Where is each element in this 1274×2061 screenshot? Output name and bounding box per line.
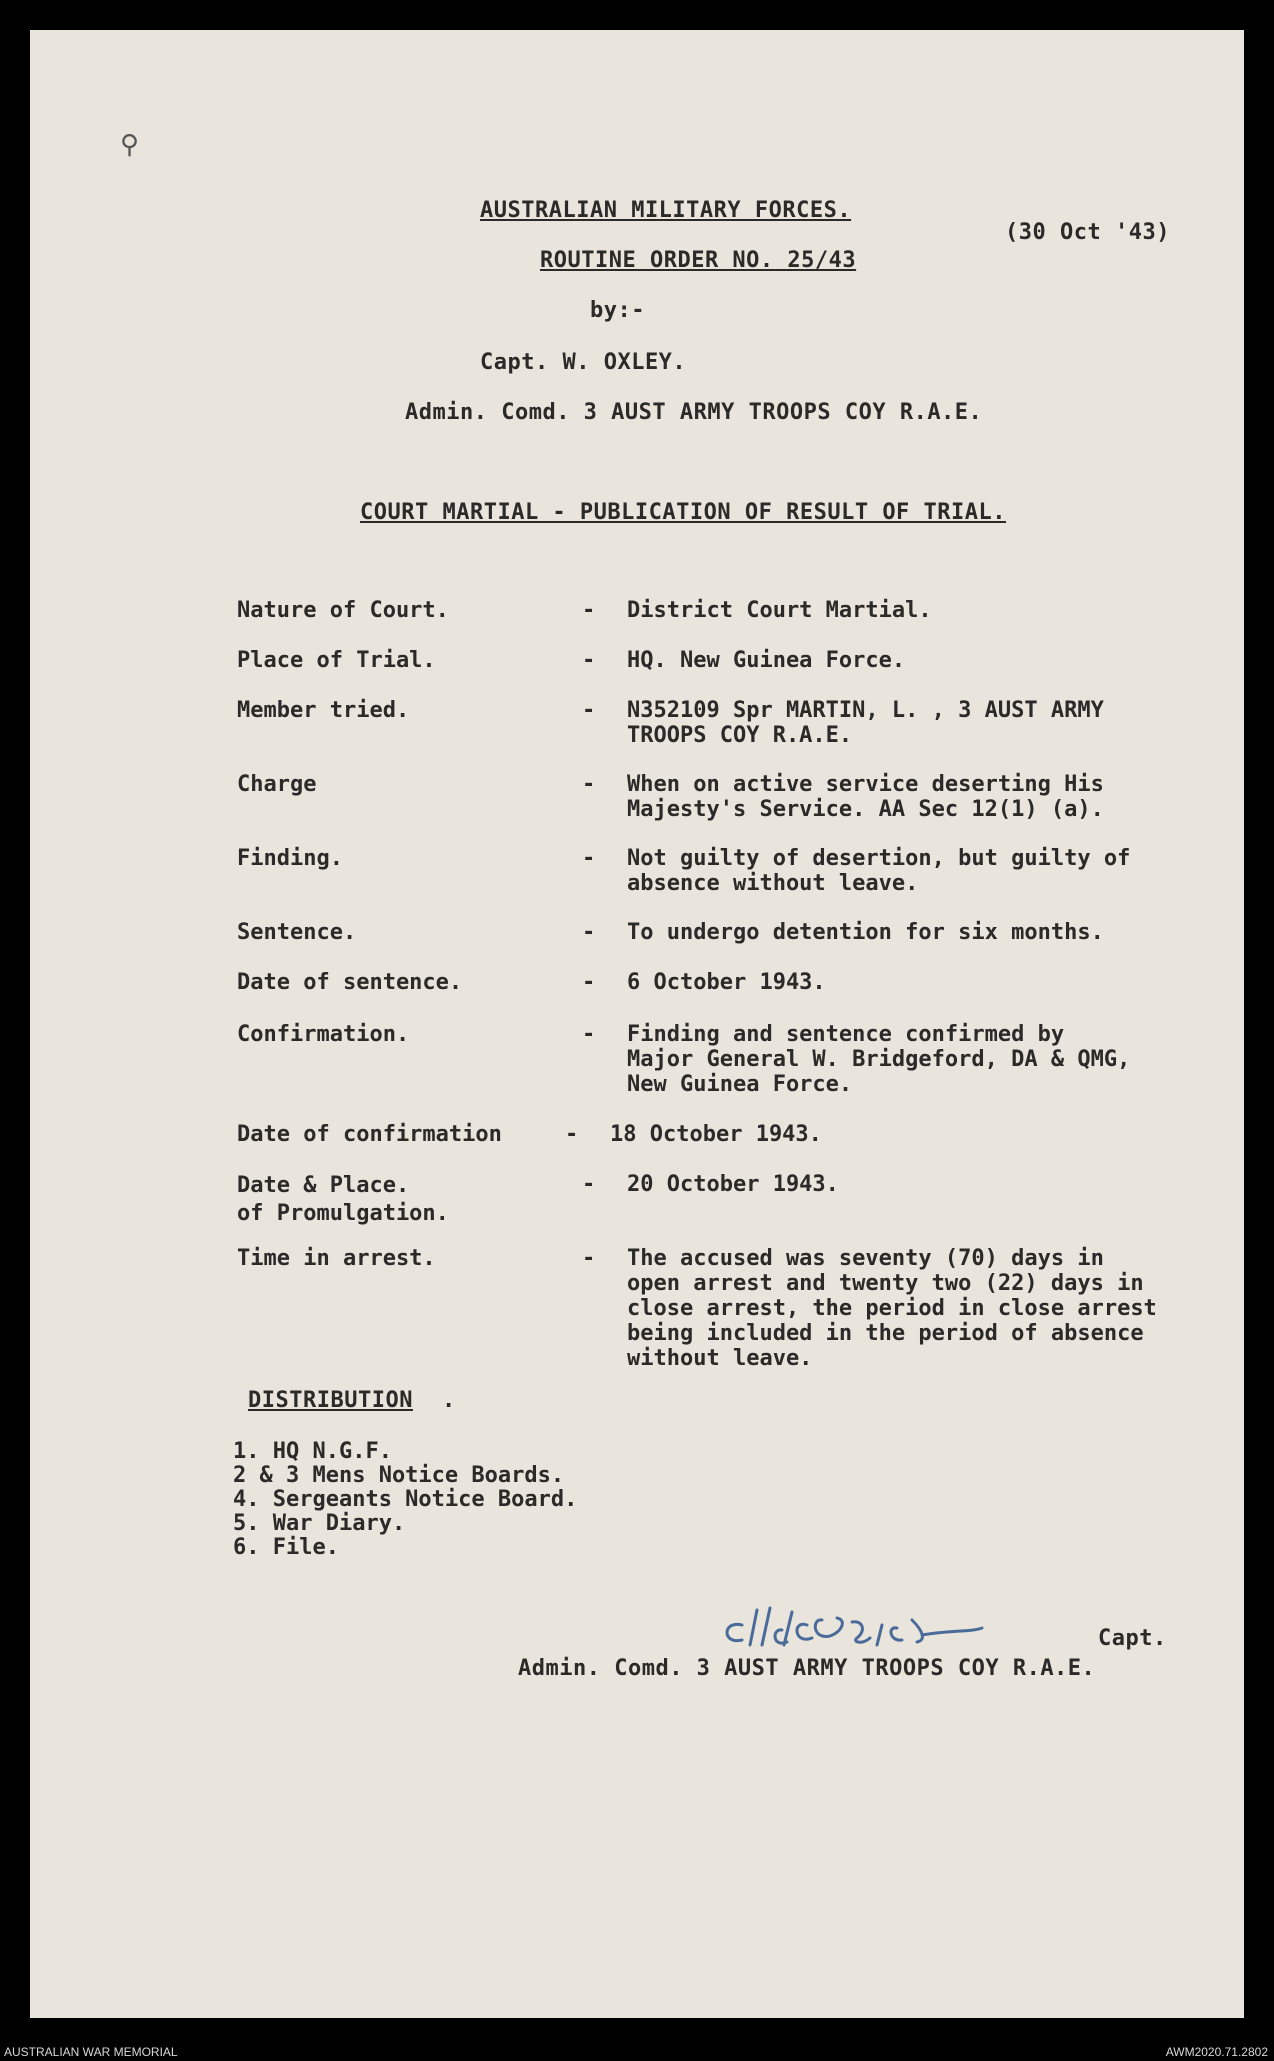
row-value: 18 October 1943.: [610, 1122, 822, 1147]
distribution-item: 2 & 3 Mens Notice Boards.: [233, 1463, 565, 1488]
order-date: (30 Oct '43): [1005, 220, 1170, 245]
org-heading: AUSTRALIAN MILITARY FORCES.: [480, 198, 852, 223]
row-label: Sentence.: [237, 920, 357, 945]
row-value: 6 October 1943.: [627, 970, 826, 995]
issuing-officer: Capt. W. OXLEY.: [480, 350, 687, 375]
section-title: COURT MARTIAL - PUBLICATION OF RESULT OF TRIAL.: [360, 500, 1007, 525]
footer-accession-number: AWM2020.71.2802: [1165, 2045, 1268, 2059]
handwritten-signature: [712, 1590, 1122, 1660]
row-value: Finding and sentence confirmed by Major General W. Bridgeford, DA & QMG, New Guinea Force.: [627, 1022, 1131, 1097]
row-label: Finding.: [237, 846, 343, 871]
distribution-item: 6. File.: [233, 1535, 339, 1560]
row-label: Date of sentence.: [237, 970, 463, 995]
row-value: The accused was seventy (70) days in open arrest and twenty two (22) days in close arrest, the period in close arrest being included in the period of absence without leave.: [627, 1246, 1157, 1371]
row-value: HQ. New Guinea Force.: [627, 648, 906, 673]
row-value: To undergo detention for six months.: [627, 920, 1104, 945]
row-label: Place of Trial.: [237, 648, 436, 673]
distribution-item: 5. War Diary.: [233, 1511, 406, 1536]
signature-rank: Capt.: [1098, 1626, 1167, 1651]
routine-order-number: ROUTINE ORDER NO. 25/43: [540, 248, 857, 273]
row-label: Confirmation.: [237, 1022, 410, 1047]
distribution-item: 4. Sergeants Notice Board.: [233, 1487, 578, 1512]
issuing-command: Admin. Comd. 3 AUST ARMY TROOPS COY R.A.E.: [405, 400, 983, 425]
row-value: When on active service deserting His Majesty's Service. AA Sec 12(1) (a).: [627, 772, 1104, 822]
row-value: Not guilty of desertion, but guilty of absence without leave.: [627, 846, 1131, 896]
by-label: by:-: [590, 298, 645, 323]
row-label: Nature of Court.: [237, 598, 449, 623]
pin-mark-icon: ⚲: [120, 130, 140, 160]
signature-command: Admin. Comd. 3 AUST ARMY TROOPS COY R.A.E.: [518, 1656, 1096, 1681]
row-value: District Court Martial.: [627, 598, 932, 623]
row-label: Time in arrest.: [237, 1246, 436, 1271]
distribution-title: DISTRIBUTION: [248, 1388, 413, 1413]
distribution-item: 1. HQ N.G.F.: [233, 1439, 392, 1464]
row-label: Date & Place. of Promulgation.: [237, 1173, 449, 1226]
row-value: 20 October 1943.: [627, 1172, 839, 1197]
row-label: Member tried.: [237, 698, 410, 723]
row-label: Charge: [237, 772, 317, 797]
row-label: Date of confirmation: [237, 1122, 502, 1147]
row-value: N352109 Spr MARTIN, L. , 3 AUST ARMY TROOPS COY R.A.E.: [627, 698, 1104, 748]
document-page: ⚲ AUSTRALIAN MILITARY FORCES. (30 Oct '43) ROUTINE ORDER NO. 25/43 by:- Capt. W. OXLEY. Admin. Comd. 3 AUST ARMY TROOPS COY R.A.E. COURT MARTIAL - PUBLICATION OF RESULT OF TRIAL. Nature of Court. - District Court Martial. Place of Trial. - HQ. New Guinea Force. Member tried. - N352109 Spr MARTIN, L. , 3 AUST ARMY TROOPS COY R.A.E. Charge - When on active service deserting His Majesty's Service. AA Sec 12(1) (a). Finding. - Not guilty of desertion, but guilty of absence without leave. Sentence. - To undergo detention for six months. Date of sentence. - 6 October 1943. Confirmation. - Finding and sentence confirmed by Major General W. Bridgeford, DA & QMG, New Guinea Force. Date of confirmation - 18 October 1943. Date & Place. of Promulgation. - 20 October 1943. Time in arrest. - The accused was seventy (70) days in open arrest and twenty two (22) days in close arrest, the period in close arrest being included in the period of absence without leave. DISTRIBUTION . 1. HQ N.G.F. 2 & 3 Mens Notice Boards. 4. Sergeants Notice Board. 5. War Diary. 6. File. Capt. Admin. Comd. 3 AUST ARMY TROOPS COY R.A.E.: [30, 30, 1244, 2018]
footer-archive-name: AUSTRALIAN WAR MEMORIAL: [4, 2045, 178, 2059]
